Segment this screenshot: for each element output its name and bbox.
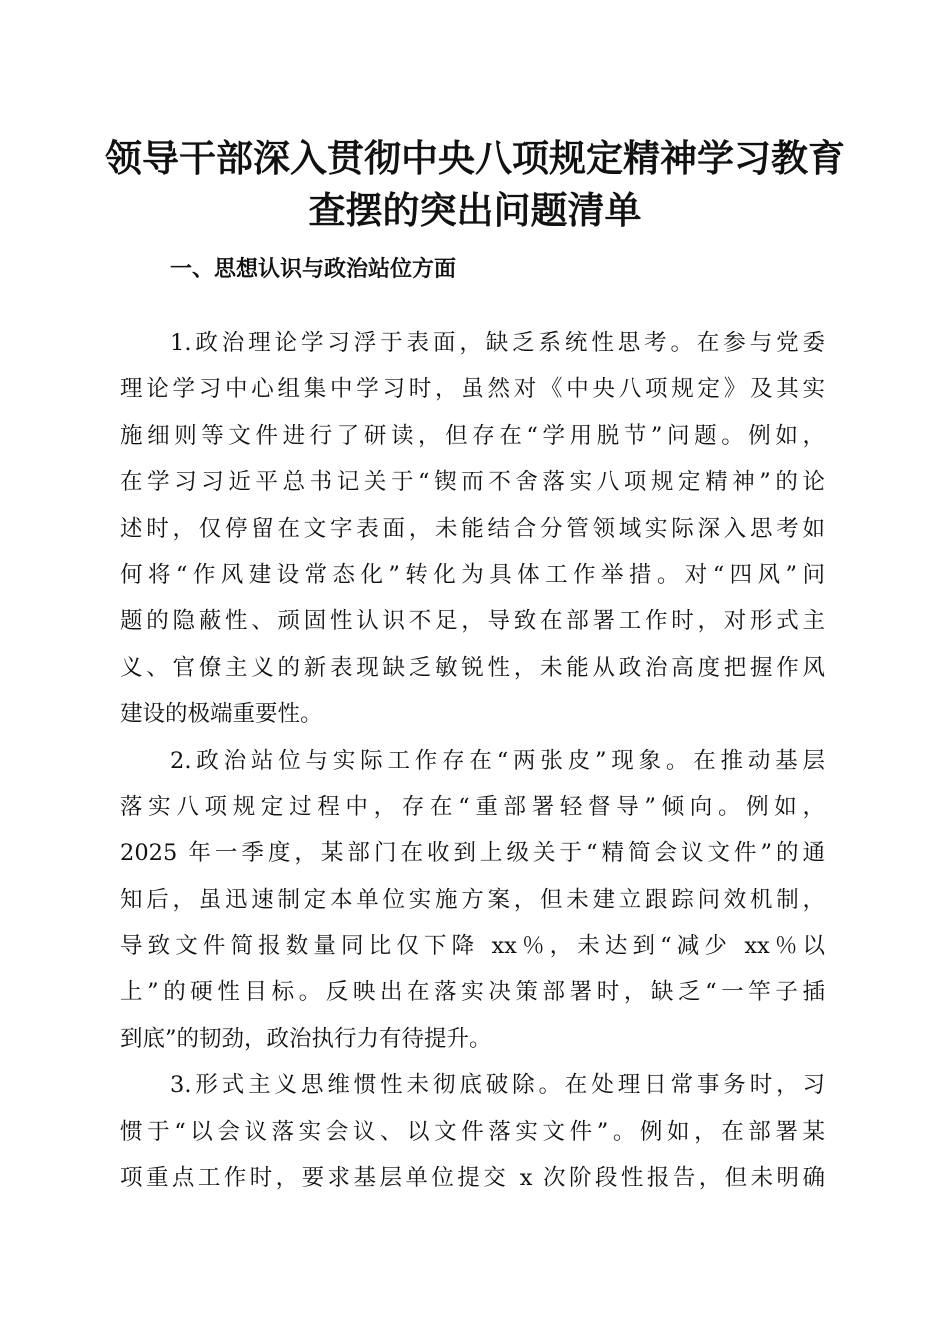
paragraph-3-line-2: 惯于“以会议落实会议、以文件落实文件”。例如，在部署某 — [120, 1118, 825, 1145]
paragraph-1-line-4: 在学习习近平总书记关于“锲而不舍落实八项规定精神”的论 — [120, 469, 825, 496]
title-line-2: 查摆的突出问题清单 — [308, 188, 642, 232]
paragraph-2-line-1: 2.政治站位与实际工作存在“两张皮”现象。在推动基层 — [170, 747, 825, 774]
paragraph-2-line-6: 上”的硬性目标。反映出在落实决策部署时，缺乏“一竿子插 — [120, 979, 825, 1006]
paragraph-1-line-2: 理论学习中心组集中学习时，虽然对《中央八项规定》及其实 — [120, 376, 825, 403]
paragraph-3-line-1: 3.形式主义思维惯性未彻底破除。在处理日常事务时，习 — [170, 1072, 825, 1099]
paragraph-2-line-7: 到底”的韧劲，政治执行力有待提升。 — [120, 1025, 492, 1052]
document-title — [100, 132, 850, 236]
paragraph-1-line-5: 述时，仅停留在文字表面，未能结合分管领域实际深入思考如 — [120, 515, 825, 542]
title-line-1: 领导干部深入贯彻中央八项规定精神学习教育 — [105, 136, 845, 180]
paragraph-1-line-3: 施细则等文件进行了研读，但存在“学用脱节”问题。例如， — [120, 422, 825, 449]
paragraph-2-line-5: 导致文件简报数量同比仅下降 xx％，未达到“减少 xx％以 — [120, 933, 825, 960]
paragraph-1-line-6: 何将“作风建设常态化”转化为具体工作举措。对“四风”问 — [120, 561, 825, 588]
paragraph-2-line-4: 知后，虽迅速制定本单位实施方案，但未建立跟踪问效机制， — [120, 886, 825, 913]
paragraph-2-line-3: 2025 年一季度，某部门在收到上级关于“精简会议文件”的通 — [120, 840, 825, 867]
paragraph-3-line-3: 项重点工作时，要求基层单位提交 x 次阶段性报告，但未明确 — [120, 1165, 825, 1192]
paragraph-1-line-9: 建设的极端重要性。 — [120, 701, 323, 728]
paragraph-1-line-1: 1.政治理论学习浮于表面，缺乏系统性思考。在参与党委 — [170, 330, 825, 356]
paragraph-1-line-7: 题的隐蔽性、顽固性认识不足，导致在部署工作时，对形式主 — [120, 608, 825, 635]
section-heading: 一、思想认识与政治站位方面 — [170, 257, 457, 282]
document-body — [120, 320, 825, 1201]
paragraph-1-line-8: 义、官僚主义的新表现缺乏敏锐性，未能从政治高度把握作风 — [120, 654, 825, 681]
paragraph-2-line-2: 落实八项规定过程中，存在“重部署轻督导”倾向。例如， — [120, 793, 825, 820]
